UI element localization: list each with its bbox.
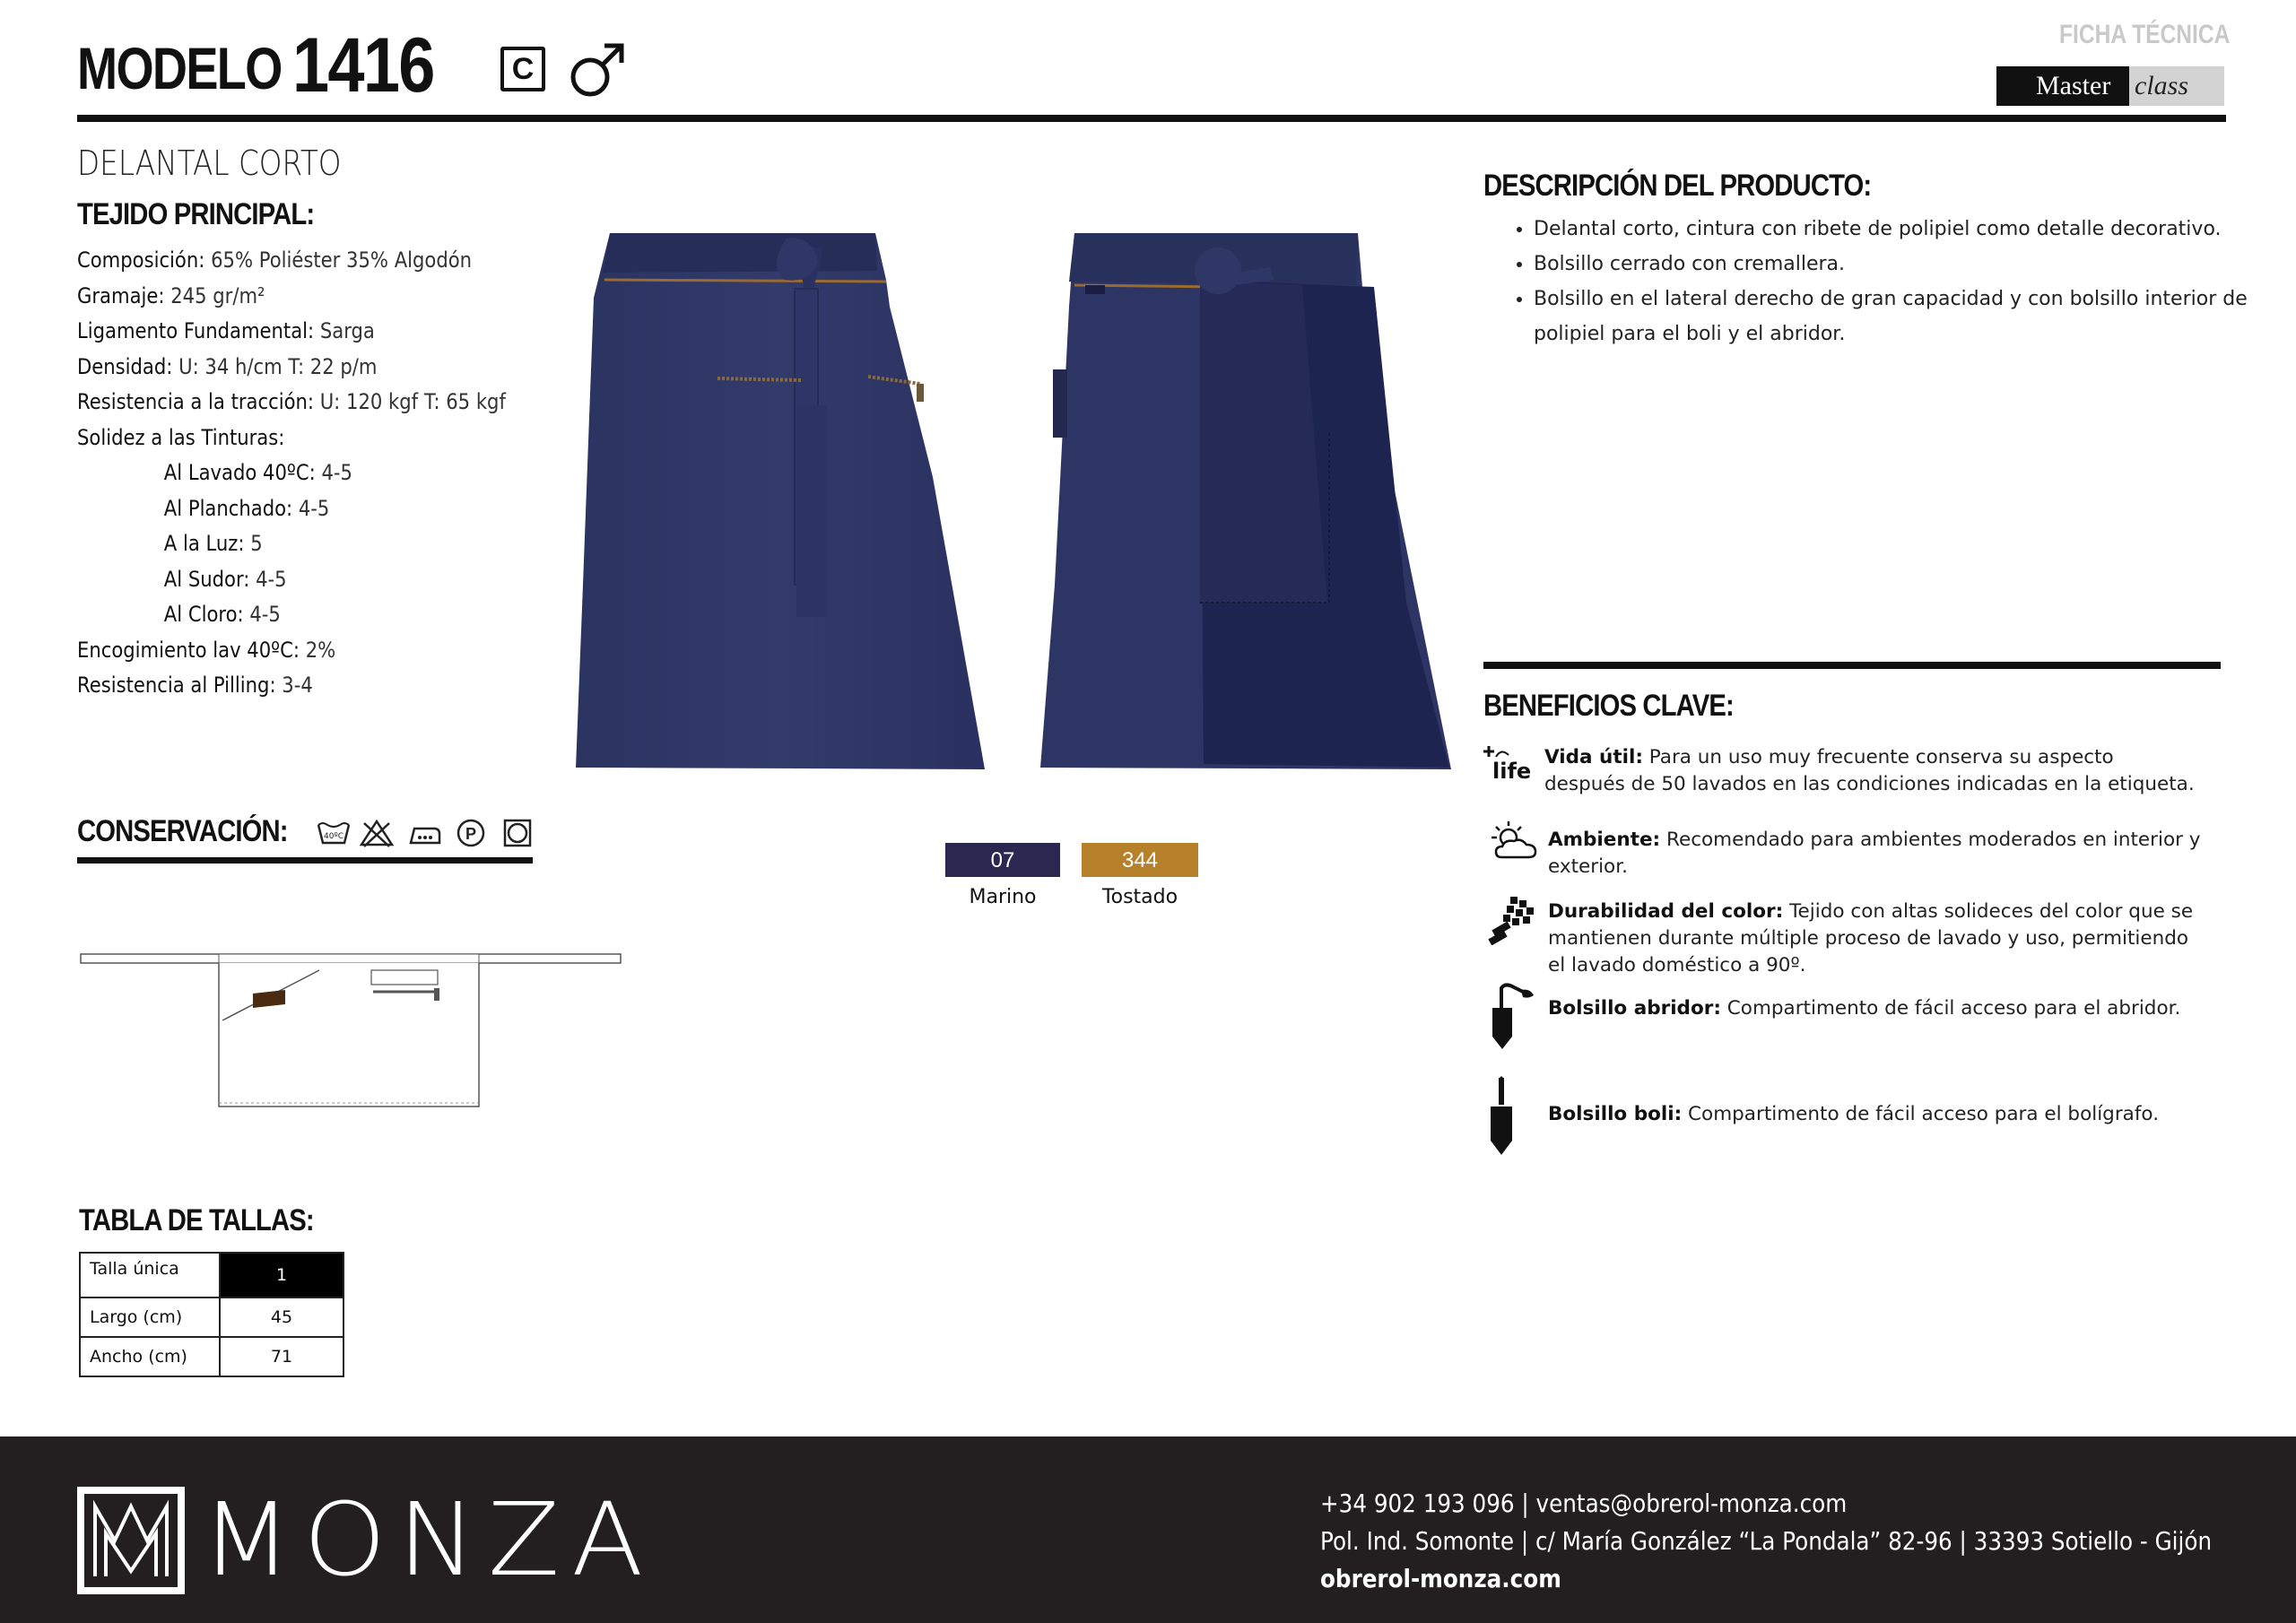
list-item: • Delantal corto, cintura con ribete de polipiel como detalle decorativo. bbox=[1534, 212, 2287, 247]
spec-label: Al Cloro: bbox=[163, 602, 244, 627]
svg-text:P: P bbox=[465, 825, 477, 843]
size-label: Ancho (cm) bbox=[80, 1337, 220, 1376]
descripcion-heading: DESCRIPCIÓN DEL PRODUCTO: bbox=[1483, 169, 1872, 203]
c-badge bbox=[500, 47, 545, 91]
spec-value: 4-5 bbox=[249, 602, 281, 627]
masterclass-logo bbox=[1996, 66, 2224, 106]
model-label: MODELO bbox=[77, 35, 282, 101]
spec-row bbox=[77, 283, 506, 319]
spec-label: Al Planchado: bbox=[163, 495, 293, 521]
swatch-code: 07 bbox=[990, 848, 1015, 872]
benefit-text: Compartimento de fácil acceso para el bolígrafo. bbox=[1688, 1103, 2160, 1125]
spec-value: 2% bbox=[305, 637, 336, 663]
size-value: 1 bbox=[220, 1253, 344, 1298]
benefit-text: Tejido con altas solideces del color que se mantienen durante múltiple proceso de lavado y uso, permitiendo el lavado doméstico a 90º. bbox=[1548, 900, 2194, 976]
spec-row bbox=[77, 496, 506, 532]
benefit-title: Durabilidad del color: bbox=[1548, 900, 1784, 923]
spec-row bbox=[77, 354, 506, 390]
spec-row bbox=[77, 247, 506, 283]
life-icon-label: life bbox=[1492, 759, 1532, 784]
tejido-specs bbox=[77, 247, 564, 708]
spec-row bbox=[77, 389, 506, 425]
benefit-title: Vida útil: bbox=[1544, 746, 1643, 768]
beneficios-heading: BENEFICIOS CLAVE: bbox=[1483, 689, 1734, 723]
size-label: Largo (cm) bbox=[80, 1298, 220, 1337]
spec-value: Sarga bbox=[319, 318, 375, 343]
table-row bbox=[80, 1337, 344, 1376]
benefit-ambiente bbox=[1548, 827, 2203, 881]
spec-label: A la Luz: bbox=[163, 531, 245, 556]
benefit-text: Para un uso muy frecuente conserva su aspecto después de 50 lavados en las condiciones indicadas en la etiqueta. bbox=[1544, 746, 2195, 795]
tallas-heading: TABLA DE TALLAS: bbox=[79, 1203, 314, 1237]
size-table bbox=[79, 1252, 344, 1377]
spec-label: Resistencia a la tracción: bbox=[77, 389, 314, 414]
product-name: DELANTAL CORTO bbox=[77, 143, 342, 183]
sun-cloud-icon bbox=[1489, 820, 1539, 864]
monza-brand: MONZA bbox=[201, 1482, 656, 1599]
benefit-title: Bolsillo boli: bbox=[1548, 1103, 1683, 1125]
spec-row bbox=[77, 602, 506, 638]
spec-row bbox=[77, 638, 506, 673]
apron-back-image bbox=[1033, 226, 1455, 773]
conservacion-rule bbox=[77, 857, 533, 864]
spec-label: Composición: bbox=[77, 247, 205, 273]
spec-value: 4-5 bbox=[298, 495, 330, 521]
benefit-bolsillo-abridor bbox=[1548, 995, 2203, 1022]
beneficios-rule bbox=[1483, 662, 2221, 669]
c-badge-label: C bbox=[511, 51, 535, 86]
pen-pocket-icon bbox=[1485, 1076, 1521, 1159]
spec-value: 4-5 bbox=[256, 566, 287, 592]
swatch-code: 344 bbox=[1121, 848, 1159, 872]
spec-row bbox=[77, 460, 506, 496]
masterclass-master: Master bbox=[2036, 71, 2111, 100]
descripcion-list bbox=[1483, 212, 2287, 352]
benefit-text: Recomendado para ambientes moderados en interior y exterior. bbox=[1548, 829, 2201, 878]
no-bleach-icon bbox=[359, 818, 395, 848]
spec-value: 245 gr/m² bbox=[170, 282, 265, 308]
benefit-durabilidad bbox=[1548, 898, 2203, 979]
spec-label: Resistencia al Pilling: bbox=[77, 673, 276, 698]
spec-row bbox=[77, 567, 506, 603]
footer-web-link[interactable]: obrerol-monza.com bbox=[1320, 1564, 1561, 1593]
model-title bbox=[77, 34, 326, 102]
footer-address: Pol. Ind. Somonte | c/ María González “La Pondala” 82-96 | 33393 Sotiello - Gijón bbox=[1320, 1526, 2213, 1556]
spec-row bbox=[77, 673, 506, 708]
spec-label: Al Lavado 40ºC: bbox=[163, 460, 316, 485]
swatch-name: Marino bbox=[969, 886, 1037, 908]
spec-value: 3-4 bbox=[282, 673, 313, 698]
conservacion-heading: CONSERVACIÓN: bbox=[77, 814, 288, 848]
spec-value: U: 120 kgf T: 65 kgf bbox=[319, 389, 506, 414]
color-palette-icon bbox=[1487, 895, 1537, 945]
size-value: 71 bbox=[220, 1337, 344, 1376]
spec-value: 5 bbox=[250, 531, 263, 556]
spec-label: Ligamento Fundamental: bbox=[77, 318, 315, 343]
monza-logo-mark bbox=[77, 1487, 185, 1594]
spec-row bbox=[77, 425, 506, 461]
model-number: 1416 bbox=[292, 22, 434, 108]
iron-icon bbox=[407, 818, 443, 848]
spec-row bbox=[77, 318, 506, 354]
benefit-title: Bolsillo abridor: bbox=[1548, 997, 1721, 1020]
spec-row bbox=[77, 531, 506, 567]
header-rule bbox=[77, 115, 2226, 122]
male-icon bbox=[567, 39, 626, 100]
footer-contact[interactable]: +34 902 193 096 | ventas@obrerol-monza.com bbox=[1320, 1488, 1848, 1518]
apron-front-image bbox=[570, 226, 992, 773]
benefit-title: Ambiente: bbox=[1548, 829, 1661, 851]
benefit-bolsillo-boli bbox=[1548, 1101, 2203, 1128]
life-icon bbox=[1483, 744, 1541, 789]
ficha-tecnica: FICHA TÉCNICA bbox=[2059, 20, 2231, 49]
table-row bbox=[80, 1253, 344, 1298]
tumble-dry-icon bbox=[502, 818, 533, 848]
opener-pocket-icon bbox=[1485, 981, 1539, 1053]
spec-label: Encogimiento lav 40ºC: bbox=[77, 637, 300, 663]
apron-flat-sketch bbox=[77, 945, 624, 1115]
wash-temp-label: 40ºC bbox=[324, 832, 344, 841]
color-swatch-tostado bbox=[1082, 843, 1198, 877]
footer bbox=[0, 1436, 2296, 1623]
spec-label: Densidad: bbox=[77, 353, 173, 379]
benefit-text: Compartimento de fácil acceso para el abridor. bbox=[1726, 997, 2181, 1020]
spec-value: 65% Poliéster 35% Algodón bbox=[211, 247, 473, 273]
swatch-name: Tostado bbox=[1101, 886, 1178, 908]
spec-label: Gramaje: bbox=[77, 282, 165, 308]
masterclass-class: class bbox=[2135, 71, 2188, 100]
size-value: 45 bbox=[220, 1298, 344, 1337]
benefit-vida-util bbox=[1544, 744, 2199, 798]
list-item: • Bolsillo en el lateral derecho de gran capacidad y con bolsillo interior de polipiel para el boli y el abridor. bbox=[1534, 282, 2287, 352]
size-label: Talla única bbox=[80, 1253, 220, 1298]
spec-label: Al Sudor: bbox=[163, 566, 250, 592]
spec-value: U: 34 h/cm T: 22 p/m bbox=[178, 353, 378, 379]
tejido-heading: TEJIDO PRINCIPAL: bbox=[77, 197, 315, 231]
spec-label: Solidez a las Tinturas: bbox=[77, 424, 285, 450]
table-row bbox=[80, 1298, 344, 1337]
color-swatch-marino bbox=[945, 843, 1060, 877]
list-item: • Bolsillo cerrado con cremallera. bbox=[1534, 247, 2287, 282]
spec-value: 4-5 bbox=[321, 460, 352, 485]
dry-clean-p-icon bbox=[456, 818, 486, 848]
wash-40-icon bbox=[316, 818, 352, 848]
